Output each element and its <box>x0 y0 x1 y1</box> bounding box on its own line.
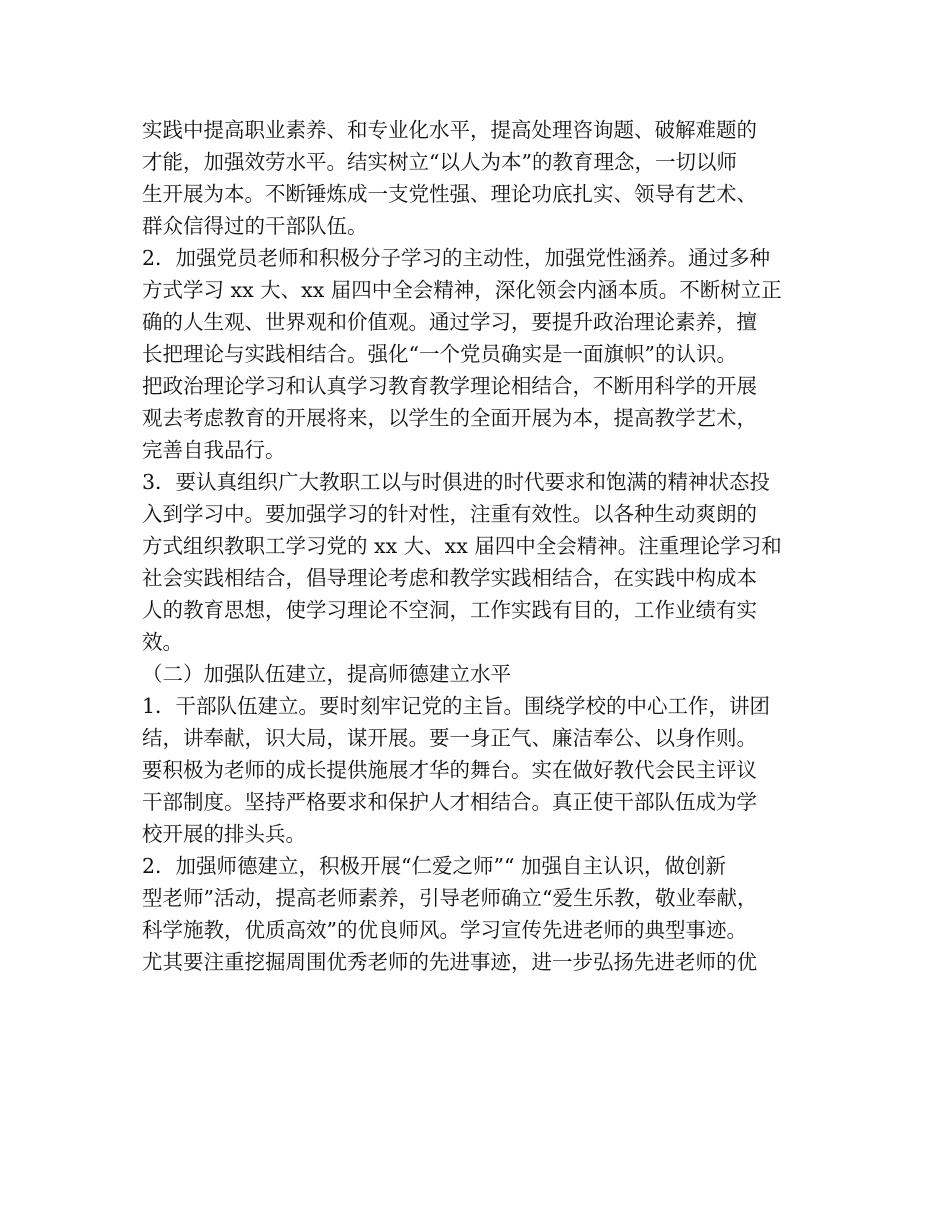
text-line: 确的人生观、世界观和价值观。通过学习，要提升政治理论素养，擅 <box>142 310 757 334</box>
text-line: 完善自我品行。 <box>142 438 286 462</box>
text-line: 1．干部队伍建立。要时刻牢记党的主旨。围绕学校的中心工作，讲团 <box>142 694 771 718</box>
text-line: 社会实践相结合，倡导理论考虑和教学实践相结合，在实践中构成本 <box>142 566 757 590</box>
text-line: 型老师”活动，提高老师素养，引导老师确立“爱生乐教，敬业奉献， <box>142 886 758 910</box>
text-line: 校开展的排头兵。 <box>142 822 306 846</box>
text-line: 观去考虑教育的开展将来，以学生的全面开展为本，提高教学艺术， <box>142 406 757 430</box>
text-line: 长把理论与实践相结合。强化“一个党员确实是一面旗帜”的认识。 <box>142 342 737 366</box>
text-line: 群众信得过的干部队伍。 <box>142 214 368 238</box>
text-line: 效。 <box>142 630 183 654</box>
text-line: 方式组织教职工学习党的 xx 大、xx 届四中全会精神。注重理论学习和 <box>142 534 782 558</box>
text-line: 人的教育思想，使学习理论不空洞，工作实践有目的，工作业绩有实 <box>142 598 757 622</box>
text-line: 干部制度。坚持严格要求和保护人才相结合。真正使干部队伍成为学 <box>142 790 757 814</box>
text-line: 实践中提高职业素养、和专业化水平，提高处理咨询题、破解难题的 <box>142 118 757 142</box>
text-line: 科学施教，优质高效”的优良师风。学习宣传先进老师的典型事迹。 <box>142 918 747 942</box>
text-line: 把政治理论学习和认真学习教育教学理论相结合，不断用科学的开展 <box>142 374 757 398</box>
section-heading: （二）加强队伍建立，提高师德建立水平 <box>142 662 511 686</box>
text-line: 才能，加强效劳水平。结实树立“以人为本”的教育理念，一切以师 <box>142 150 737 174</box>
text-line: 要积极为老师的成长提供施展才华的舞台。实在做好教代会民主评议 <box>142 758 757 782</box>
body-text <box>142 114 822 978</box>
text-line: 入到学习中。要加强学习的针对性，注重有效性。以各种生动爽朗的 <box>142 502 757 526</box>
text-line: 生开展为本。不断锤炼成一支党性强、理论功底扎实、领导有艺术、 <box>142 182 757 206</box>
text-line: 3．要认真组织广大教职工以与时俱进的时代要求和饱满的精神状态投 <box>142 470 771 494</box>
text-line: 尤其要注重挖掘周围优秀老师的先进事迹，进一步弘扬先进老师的优 <box>142 950 757 974</box>
text-line: 2．加强党员老师和积极分子学习的主动性，加强党性涵养。通过多种 <box>142 246 771 270</box>
text-line: 结，讲奉献，识大局，谋开展。要一身正气、廉洁奉公、以身作则。 <box>142 726 757 750</box>
text-line: 2．加强师德建立，积极开展“仁爱之师”“ 加强自主认识，做创新 <box>142 854 726 878</box>
text-line: 方式学习 xx 大、xx 届四中全会精神，深化领会内涵本质。不断树立正 <box>142 278 782 302</box>
